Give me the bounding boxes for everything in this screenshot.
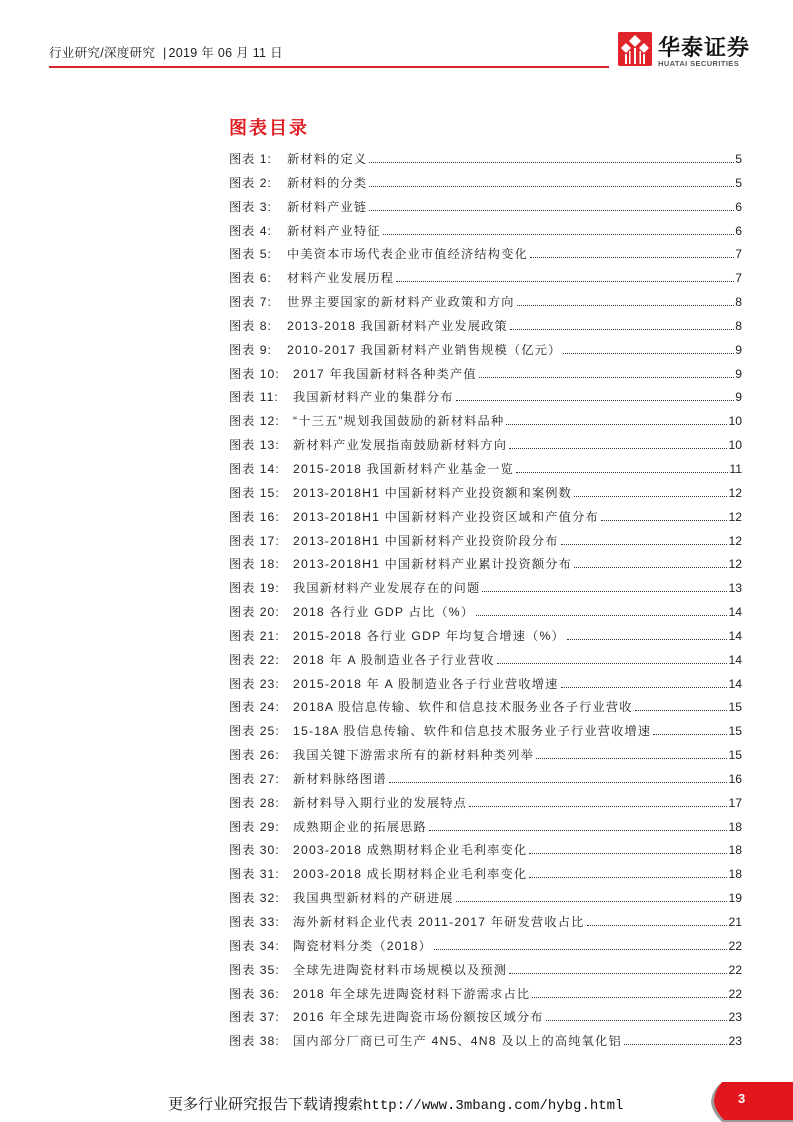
toc-entry-label: 图表 29: [229, 819, 280, 834]
toc-entry-page[interactable]: 12 [728, 533, 742, 548]
toc-entry-title[interactable]: “十三五”规划我国鼓励的新材料品种 [293, 414, 505, 429]
toc-leader-dots [389, 782, 728, 783]
toc-entry-label: 图表 4: [229, 223, 272, 238]
toc-entry-page[interactable]: 9 [735, 390, 742, 405]
toc-leader-dots [396, 281, 734, 282]
toc-entry-page[interactable]: 12 [728, 509, 742, 524]
toc-entry-title[interactable]: 新材料的定义 [287, 152, 368, 166]
toc-entry-page[interactable]: 11 [729, 461, 742, 476]
huatai-logo [618, 31, 778, 73]
toc-entry-label: 图表 34: [229, 938, 280, 953]
toc-entry-label: 图表 31: [229, 867, 280, 882]
huatai-logo-icon [618, 32, 652, 66]
toc-entry-label: 图表 33: [229, 915, 280, 929]
toc-entry-title[interactable]: 材料产业发展历程 [287, 271, 395, 286]
toc-leader-dots [456, 901, 728, 902]
toc-entry-label: 图表 22: [229, 652, 280, 667]
toc-entry[interactable] [229, 889, 742, 913]
toc-entry-label: 图表 8: [229, 318, 272, 333]
toc-entry[interactable] [229, 198, 742, 222]
toc-entry-title[interactable]: 我国典型新材料的产研进展 [293, 891, 454, 906]
toc-entry[interactable] [229, 412, 742, 436]
toc-entry-label: 图表 36: [229, 986, 280, 1001]
toc-entry-label: 图表 1: [229, 152, 272, 166]
toc-entry[interactable] [229, 460, 742, 484]
report-date: 2019 年 06 月 11 日 [168, 46, 283, 60]
toc-entry[interactable] [229, 484, 742, 508]
toc-entry[interactable] [229, 627, 742, 651]
toc-leader-dots [369, 186, 734, 187]
toc-entry-page[interactable]: 6 [735, 223, 742, 238]
toc-leader-dots [624, 1044, 728, 1045]
toc-entry-title[interactable]: 2003-2018 成长期材料企业毛利率变化 [293, 867, 528, 882]
toc-entry-label: 图表 7: [229, 295, 272, 310]
toc-entry-label: 图表 23: [229, 676, 280, 691]
toc-entry-title[interactable]: 海外新材料企业代表 2011-2017 年研发营收占比 [293, 915, 585, 929]
toc-leader-dots [587, 925, 728, 926]
footer-promo-text: 更多行业研究报告下载请搜索 [168, 1096, 364, 1113]
toc-entry-label: 图表 2: [229, 175, 272, 190]
toc-entry-page[interactable]: 5 [735, 175, 742, 190]
toc-entry-page[interactable]: 14 [728, 652, 742, 667]
toc-leader-dots [546, 1020, 728, 1021]
toc-leader-dots [509, 973, 727, 974]
toc-leader-dots [506, 424, 727, 425]
toc-entry-page[interactable]: 16 [728, 771, 742, 786]
toc-entry[interactable] [229, 913, 742, 937]
toc-entry-title[interactable]: 新材料的分类 [287, 175, 368, 190]
toc-leader-dots [561, 544, 728, 545]
toc-entry[interactable] [229, 341, 742, 365]
toc-entry-page[interactable]: 10 [728, 438, 742, 453]
toc-leader-dots [469, 806, 727, 807]
toc-leader-dots [529, 853, 727, 854]
toc-entry-title[interactable]: 2018 年全球先进陶瓷材料下游需求占比 [293, 986, 531, 1001]
toc-entry[interactable] [229, 841, 742, 865]
toc-entry-page[interactable]: 10 [728, 414, 742, 429]
toc-entry[interactable] [229, 1032, 742, 1056]
toc-entry-page[interactable]: 14 [728, 605, 742, 620]
toc-entry-page[interactable]: 18 [728, 843, 742, 858]
toc-entry-label: 图表 18: [229, 557, 280, 572]
toc-entry-title[interactable]: 我国新材料产业发展存在的问题 [293, 581, 481, 596]
toc-leader-dots [510, 329, 734, 330]
toc-entry-page[interactable]: 8 [735, 295, 742, 310]
toc-entry-page[interactable]: 8 [735, 318, 742, 333]
toc-entry-label: 图表 26: [229, 748, 280, 763]
toc-entry[interactable] [229, 222, 742, 246]
toc-leader-dots [561, 687, 728, 688]
toc-leader-dots [456, 400, 735, 401]
toc-entry[interactable] [229, 675, 742, 699]
toc-entry-label: 图表 27: [229, 771, 280, 786]
toc-entry-title[interactable]: 2016 年全球先进陶瓷市场份额按区域分布 [293, 1010, 544, 1025]
toc-entry-page[interactable]: 12 [728, 557, 742, 572]
toc-entry-title[interactable]: 2013-2018H1 中国新材料产业累计投资额分布 [293, 557, 573, 572]
toc-leader-dots [369, 162, 734, 163]
toc-entry-title[interactable]: 我国关键下游需求所有的新材料种类列举 [293, 748, 534, 763]
toc-entry-page[interactable]: 18 [728, 867, 742, 882]
toc-entry-title[interactable]: 2018 年 A 股制造业各子行业营收 [293, 652, 495, 667]
page-number-badge [708, 1082, 793, 1122]
toc-entry[interactable] [229, 937, 742, 961]
toc-entry-label: 图表 11: [229, 390, 279, 405]
toc-entry-label: 图表 9: [229, 342, 272, 357]
toc-entry[interactable] [229, 174, 742, 198]
toc-entry[interactable] [229, 746, 742, 770]
toc-entry-page[interactable]: 22 [728, 938, 742, 953]
toc-leader-dots [601, 520, 728, 521]
toc-leader-dots [563, 353, 734, 354]
toc-entry-title[interactable]: 2010-2017 我国新材料产业销售规模（亿元） [287, 342, 562, 357]
toc-entry-title[interactable]: 2018A 股信息传输、软件和信息技术服务业各子行业营收 [293, 700, 633, 715]
toc-entry-page[interactable]: 9 [735, 342, 742, 357]
toc-leader-dots [383, 234, 735, 235]
toc-entry[interactable] [229, 245, 742, 269]
toc-entry[interactable] [229, 269, 742, 293]
toc-leader-dots [574, 496, 727, 497]
toc-entry[interactable] [229, 365, 742, 389]
toc-entry[interactable] [229, 865, 742, 889]
toc-entry[interactable] [229, 770, 742, 794]
header-divider [49, 66, 609, 68]
toc-entry[interactable] [229, 722, 742, 746]
toc-entry-title[interactable]: 我国新材料产业的集群分布 [293, 390, 454, 405]
toc-entry-title[interactable]: 陶瓷材料分类（2018） [293, 938, 433, 953]
toc-entry-label: 图表 19: [229, 581, 280, 596]
toc-entry[interactable] [229, 985, 742, 1009]
toc-entry-page[interactable]: 22 [728, 986, 742, 1001]
toc-entry[interactable] [229, 150, 742, 174]
toc-entry-label: 图表 6: [229, 271, 272, 286]
toc-entry-page[interactable]: 18 [728, 819, 742, 834]
toc-entry-page[interactable]: 12 [728, 485, 742, 500]
toc-entry-title[interactable]: 2015-2018 我国新材料产业基金一览 [293, 461, 514, 476]
toc-entry-title[interactable]: 2013-2018H1 中国新材料产业投资额和案例数 [293, 485, 573, 500]
logo-name-en: HUATAI SECURITIES [658, 59, 740, 68]
toc-entry-label: 图表 15: [229, 485, 280, 500]
footer-url-link[interactable]: http://www.3mbang.com/hybg.html [363, 1098, 624, 1114]
toc-entry-page[interactable]: 14 [728, 676, 742, 691]
toc-entry-label: 图表 12: [229, 414, 280, 429]
toc-entry-title[interactable]: 15-18A 股信息传输、软件和信息技术服务业子行业营收增速 [293, 724, 652, 739]
toc-entry-title[interactable]: 成熟期企业的拓展思路 [293, 819, 427, 834]
report-category: 行业研究/深度研究 [49, 46, 156, 60]
toc-entry-label: 图表 25: [229, 724, 280, 739]
toc-entry-page[interactable]: 19 [728, 891, 742, 906]
toc-entry-title[interactable]: 2003-2018 成熟期材料企业毛利率变化 [293, 843, 528, 858]
toc-leader-dots [635, 710, 728, 711]
toc-entry[interactable] [229, 293, 742, 317]
toc-entry-page[interactable]: 17 [728, 795, 742, 810]
toc-leader-dots [497, 663, 728, 664]
toc-entry-page[interactable]: 22 [728, 962, 742, 977]
toc-entry-label: 图表 24: [229, 700, 280, 715]
toc-entry-title[interactable]: 新材料产业发展指南鼓励新材料方向 [293, 438, 508, 453]
toc-leader-dots [653, 734, 727, 735]
toc-leader-dots [574, 567, 727, 568]
toc-entry[interactable] [229, 579, 742, 603]
toc-entry-label: 图表 5: [229, 247, 272, 262]
toc-entry-label: 图表 32: [229, 891, 280, 906]
toc-leader-dots [429, 830, 728, 831]
toc-leader-dots [567, 639, 728, 640]
toc-entry-page[interactable]: 5 [735, 152, 742, 166]
toc-leader-dots [517, 305, 735, 306]
toc-entry-title[interactable]: 2013-2018H1 中国新材料产业投资区域和产值分布 [293, 509, 599, 524]
toc-entry-page[interactable]: 21 [728, 915, 742, 929]
toc-entry[interactable] [229, 388, 742, 412]
toc-entry-title[interactable]: 全球先进陶瓷材料市场规模以及预测 [293, 962, 508, 977]
toc-entry-title[interactable]: 2013-2018 我国新材料产业发展政策 [287, 318, 508, 333]
toc-entry-page[interactable]: 6 [735, 199, 742, 214]
toc-leader-dots [369, 210, 734, 211]
toc-entry[interactable] [229, 1008, 742, 1032]
report-header [49, 43, 283, 61]
figure-toc [229, 150, 742, 1056]
toc-entry-title[interactable]: 新材料脉络图谱 [293, 771, 387, 786]
page-number: 3 [738, 1091, 746, 1106]
logo-name-cn: 华泰证券 [658, 36, 751, 61]
toc-entry-page[interactable]: 15 [728, 700, 742, 715]
toc-leader-dots [532, 997, 727, 998]
toc-leader-dots [482, 591, 727, 592]
toc-leader-dots [516, 472, 728, 473]
toc-entry-label: 图表 30: [229, 843, 280, 858]
toc-entry-title[interactable]: 国内部分厂商已可生产 4N5、4N8 及以上的高纯氧化铝 [293, 1034, 622, 1049]
toc-entry[interactable] [229, 436, 742, 460]
toc-entry[interactable] [229, 603, 742, 627]
toc-entry-label: 图表 20: [229, 605, 280, 620]
toc-entry-label: 图表 3: [229, 199, 272, 214]
toc-entry-page[interactable]: 9 [735, 366, 742, 381]
toc-leader-dots [509, 448, 727, 449]
toc-entry-label: 图表 21: [229, 628, 280, 643]
toc-entry-label: 图表 35: [229, 962, 280, 977]
toc-entry[interactable] [229, 555, 742, 579]
toc-entry-title[interactable]: 2015-2018 年 A 股制造业各子行业营收增速 [293, 676, 559, 691]
toc-entry-title[interactable]: 新材料导入期行业的发展特点 [293, 795, 468, 810]
toc-entry-page[interactable]: 14 [728, 628, 742, 643]
toc-entry[interactable] [229, 961, 742, 985]
toc-entry-title[interactable]: 2018 各行业 GDP 占比（%） [293, 605, 475, 620]
toc-entry[interactable] [229, 651, 742, 675]
toc-entry-label: 图表 13: [229, 438, 280, 453]
footer-promo [168, 1093, 623, 1114]
toc-leader-dots [479, 377, 734, 378]
toc-entry-title[interactable]: 中美资本市场代表企业市值经济结构变化 [287, 247, 528, 262]
toc-entry[interactable] [229, 698, 742, 722]
toc-entry-page[interactable]: 15 [728, 724, 742, 739]
toc-entry[interactable] [229, 794, 742, 818]
toc-entry-page[interactable]: 7 [735, 271, 742, 286]
toc-entry[interactable] [229, 818, 742, 842]
toc-entry-label: 图表 38: [229, 1034, 280, 1049]
toc-entry-label: 图表 28: [229, 795, 280, 810]
toc-entry[interactable] [229, 317, 742, 341]
toc-leader-dots [530, 257, 734, 258]
toc-entry[interactable] [229, 532, 742, 556]
toc-entry-title[interactable]: 2017 年我国新材料各种类产值 [293, 366, 477, 381]
toc-leader-dots [529, 877, 727, 878]
toc-entry-label: 图表 37: [229, 1010, 280, 1025]
toc-leader-dots [476, 615, 727, 616]
toc-entry-page[interactable]: 7 [735, 247, 742, 262]
toc-entry-page[interactable]: 13 [728, 581, 742, 596]
toc-entry[interactable] [229, 508, 742, 532]
toc-entry-label: 图表 17: [229, 533, 280, 548]
toc-entry-title[interactable]: 世界主要国家的新材料产业政策和方向 [287, 295, 515, 310]
toc-leader-dots [434, 949, 727, 950]
toc-entry-label: 图表 16: [229, 509, 280, 524]
toc-entry-page[interactable]: 23 [728, 1034, 742, 1049]
header-separator: | [162, 46, 167, 60]
toc-entry-page[interactable]: 15 [728, 748, 742, 763]
toc-entry-page[interactable]: 23 [728, 1010, 742, 1025]
toc-entry-title[interactable]: 2013-2018H1 中国新材料产业投资阶段分布 [293, 533, 559, 548]
toc-entry-label: 图表 14: [229, 461, 280, 476]
toc-entry-title[interactable]: 新材料产业链 [287, 199, 368, 214]
toc-leader-dots [536, 758, 727, 759]
toc-entry-title[interactable]: 2015-2018 各行业 GDP 年均复合增速（%） [293, 628, 565, 643]
toc-title: 图表目录 [229, 118, 309, 139]
toc-entry-label: 图表 10: [229, 366, 280, 381]
toc-entry-title[interactable]: 新材料产业特征 [287, 223, 381, 238]
